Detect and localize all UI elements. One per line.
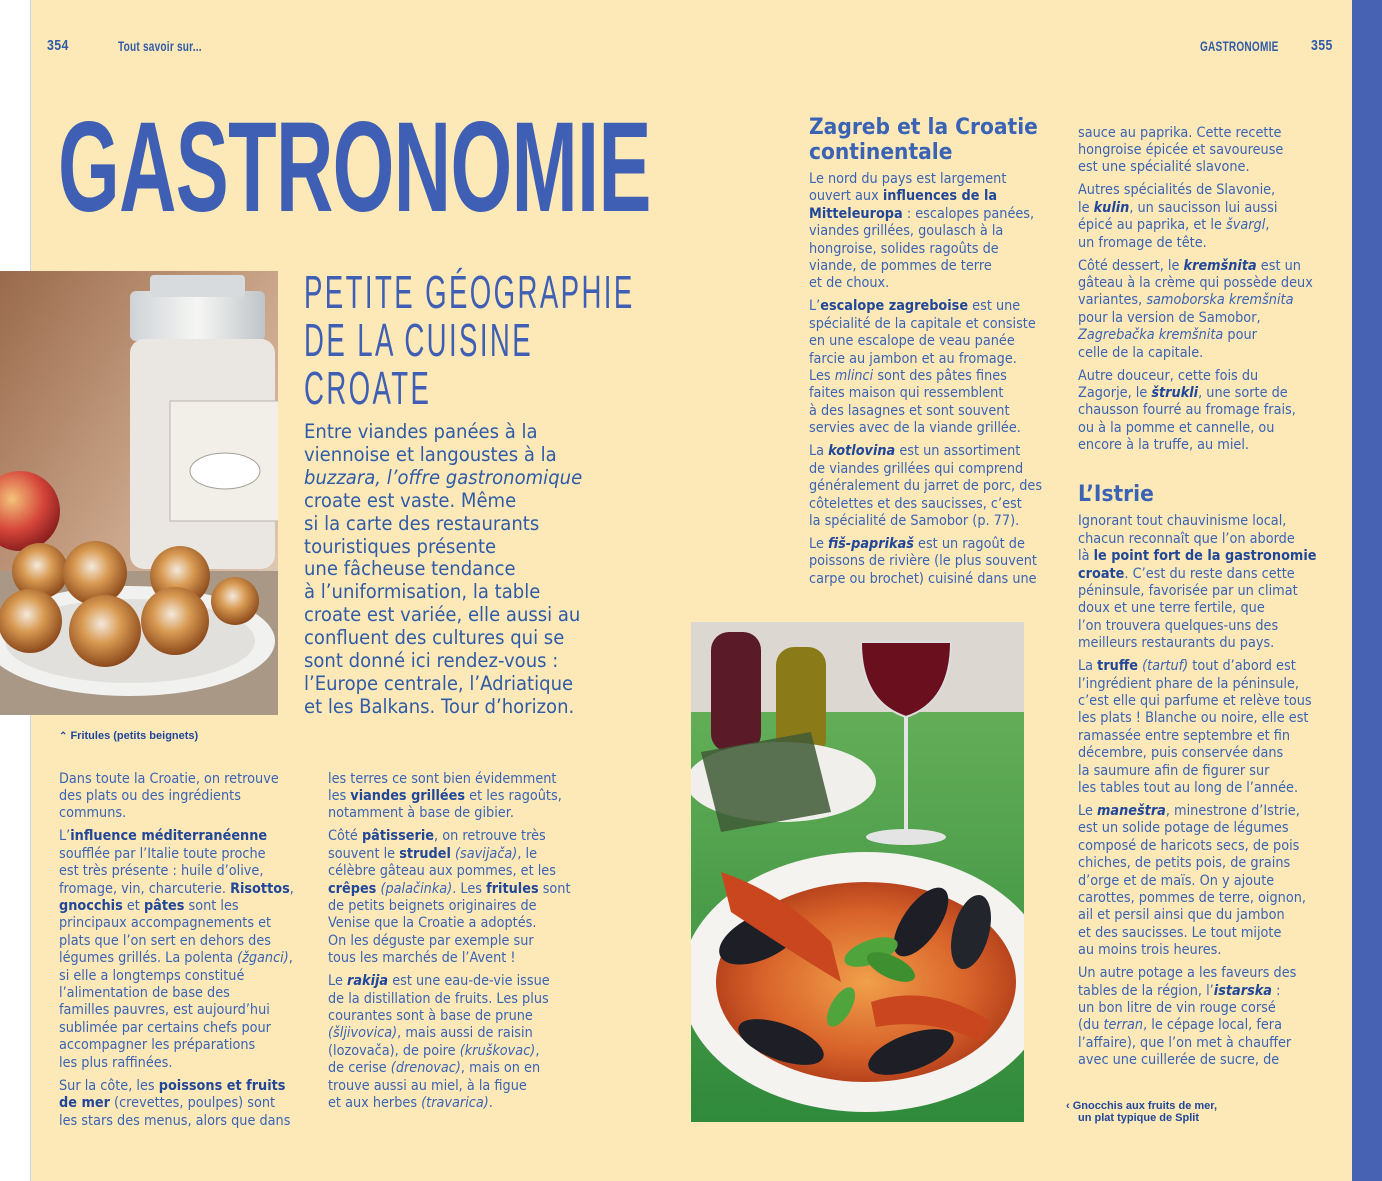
text-line: décembre, puis conservée dans — [1078, 745, 1284, 762]
text-line — [809, 443, 1050, 460]
text-line: doux et une terre fertile, que — [1078, 600, 1265, 617]
bold-term: crêpes — [328, 880, 377, 897]
text-line: hongroise épicée et savoureuse — [1078, 142, 1284, 158]
text-line: les plats ! Blanche ou noire, elle est — [1078, 710, 1309, 727]
text-line: servies avec de la viande grillée. — [809, 420, 1021, 437]
fritules-photo-illustration — [0, 271, 278, 715]
text-line: chiches, de petits pois, de grains — [1078, 855, 1291, 872]
text-line — [328, 1043, 569, 1060]
text-line: pour la version de Samobor, — [1078, 309, 1261, 326]
text-line: l’on trouvera quelques-uns des — [1078, 617, 1279, 634]
italic-term: terran — [1103, 1017, 1144, 1034]
bold-term: pâtisserie — [361, 828, 435, 845]
text-line: meilleurs restaurants du pays. — [1078, 635, 1275, 652]
italic-term: švargl — [1226, 217, 1266, 234]
lead-line: si la carte des restaurants — [304, 511, 540, 535]
bold-term: poissons et fruits — [158, 1077, 286, 1094]
text-line: de petits beignets originaires de — [328, 898, 537, 915]
text-span: , le — [517, 845, 538, 862]
lead-line: touristiques présente — [304, 534, 497, 558]
bold-italic-term: štrukli — [1151, 385, 1199, 402]
text-span: Le — [1078, 802, 1097, 819]
text-line: au moins trois heures. — [1078, 942, 1222, 959]
body-column-2 — [328, 765, 569, 1118]
text-line: spécialité de la capitale et consiste — [809, 315, 1036, 332]
bold-term: fritules — [486, 880, 539, 897]
text-span: tables de la région, l’ — [1078, 982, 1214, 999]
text-line: chacun reconnaît que l’on aborde — [1078, 530, 1295, 547]
text-span: sont — [538, 880, 571, 897]
text-line — [1078, 566, 1319, 583]
text-span: , le cépage local, fera — [1143, 1017, 1282, 1034]
lead-line: l’Europe centrale, l’Adriatique — [304, 671, 574, 695]
text-line: l’ingrédient phare de la péninsule, — [1078, 675, 1300, 692]
text-line — [328, 1095, 569, 1112]
seafood-caption-line: un plat typique de Split — [1078, 1112, 1199, 1124]
bold-italic-term: rakija — [346, 973, 389, 990]
text-span: . — [488, 1095, 493, 1112]
text-line: les tables tout au long de l’année. — [1078, 779, 1299, 796]
bold-italic-term: kremšnita — [1183, 257, 1257, 274]
text-span: , mais on en — [460, 1060, 541, 1077]
text-line — [1078, 292, 1319, 309]
text-line — [809, 188, 1050, 205]
text-span: le — [1078, 199, 1094, 216]
seafood-photo-illustration — [691, 622, 1024, 1122]
text-line: avec une cuillerée de sucre, de — [1078, 1052, 1280, 1069]
text-line — [1078, 258, 1319, 275]
section-heading-zagreb — [809, 115, 1050, 165]
text-span: épicé au paprika, et le — [1078, 217, 1227, 234]
caret-up-icon: ⌃ — [59, 731, 68, 742]
text-span: . Les — [452, 880, 487, 897]
text-line: Le nord du pays est largement — [809, 171, 1007, 187]
lead-line: viennoise et langoustes à la — [304, 442, 557, 466]
text-span: Le — [809, 535, 828, 552]
text-span: , — [1265, 217, 1270, 234]
text-span: sont les — [184, 898, 239, 915]
bold-italic-term: kotlovina — [828, 443, 896, 460]
text-line: Autres spécialités de Slavonie, — [1078, 182, 1276, 199]
bold-term: pâtes — [143, 898, 185, 915]
text-span: L’ — [809, 298, 821, 315]
bold-term: gnocchis — [59, 898, 123, 915]
text-span: là — [1078, 548, 1094, 565]
text-line: notamment à base de gibier. — [328, 805, 514, 822]
text-span: tout d’abord est — [1188, 658, 1296, 675]
fritules-caption — [59, 730, 198, 743]
text-line: hongroise, solides ragoûts de — [809, 240, 999, 257]
bold-term: influence méditerranéenne — [70, 828, 268, 845]
seafood-caption — [1066, 1100, 1217, 1124]
heading-line: continentale — [809, 140, 953, 165]
page-title: GASTRONOMIE — [58, 96, 651, 239]
text-line: péninsule, favorisée par un climat — [1078, 582, 1298, 599]
lead-line: et les Balkans. Tour d’horizon. — [304, 694, 575, 718]
text-line: viande, de pommes de terre — [809, 258, 992, 275]
text-line: l’affaire), que l’on met à chauffer — [1078, 1034, 1292, 1051]
text-line — [1078, 217, 1319, 234]
italic-term: (šljivovica) — [328, 1025, 398, 1042]
right-running-title: GASTRONOMIE — [1200, 38, 1279, 54]
text-line — [1078, 385, 1319, 402]
text-line: On les déguste par exemple sur — [328, 932, 534, 949]
text-line: de la distillation de fruits. Les plus — [328, 990, 549, 1007]
text-line: soufflée par l’Italie toute proche — [59, 845, 266, 862]
text-line — [1078, 200, 1319, 217]
text-line — [1078, 658, 1319, 675]
text-line — [328, 788, 569, 805]
bold-term: strudel — [399, 845, 451, 862]
text-line: ramassée entre septembre et fin — [1078, 727, 1291, 744]
text-span: est un — [1256, 257, 1301, 274]
bold-term: truffe — [1097, 658, 1139, 675]
text-span: La — [809, 443, 829, 460]
italic-term: mlinci — [834, 368, 874, 385]
text-line: fromage, vin, charcuterie. Risottos, — [59, 880, 294, 897]
text-line: Autre douceur, cette fois du — [1078, 367, 1259, 384]
text-line: des plats ou des ingrédients — [59, 788, 241, 804]
text-line — [1078, 548, 1319, 565]
text-span: (lozovača), de poire — [328, 1042, 460, 1059]
text-span: est un ragoût de — [913, 535, 1025, 552]
text-line: encore à la truffe, au miel. — [1078, 437, 1250, 454]
text-span: les — [328, 788, 351, 804]
text-span: légumes grillés. La polenta — [59, 950, 238, 967]
text-line: et de choux. — [809, 275, 890, 292]
bold-term: Mitteleuropa — [809, 205, 903, 222]
italic-term: samoborska kremšnita — [1146, 292, 1294, 309]
lead-line: croate est vaste. Même — [304, 488, 517, 512]
text-line — [328, 828, 569, 845]
text-line: l’alimentation de base des — [59, 985, 230, 1002]
text-span: Sur la côte, les — [59, 1077, 159, 1094]
text-line: célèbre gâteau aux pommes, et les — [328, 863, 556, 880]
text-span: Zagorje, le — [1078, 385, 1152, 402]
text-span: : — [1272, 982, 1281, 999]
text-line: accompagner les préparations — [59, 1037, 256, 1054]
fritules-caption-text: Fritules (petits beignets) — [70, 730, 199, 742]
text-line: à des lasagnes et sont souvent — [809, 402, 1010, 419]
text-line: Ignorant tout chauvinisme local, — [1078, 513, 1287, 530]
text-line — [1078, 327, 1319, 344]
text-line: principaux accompagnements et — [59, 915, 272, 932]
body-column-1 — [59, 765, 300, 1136]
bold-term: croate — [1078, 565, 1125, 582]
italic-term: (tartuf) — [1138, 658, 1189, 675]
text-line — [809, 368, 1050, 385]
lead-line: confluent des cultures qui se — [304, 626, 565, 650]
text-line — [59, 898, 300, 915]
text-span: est une — [968, 298, 1021, 315]
text-line: poissons de rivière (le plus souvent — [809, 553, 1037, 570]
text-span: souvent le — [328, 845, 400, 862]
italic-term: (drenovac) — [390, 1060, 461, 1077]
text-span: ouvert aux — [809, 188, 883, 205]
bold-italic-term: kulin — [1093, 199, 1130, 216]
text-line — [328, 1025, 569, 1042]
text-span: de cerise — [328, 1060, 391, 1077]
caret-left-icon: ‹ — [1066, 1100, 1070, 1112]
text-span: Côté — [328, 828, 362, 845]
text-line — [59, 1078, 300, 1095]
text-line — [1078, 983, 1319, 1000]
bold-term: Risottos — [230, 880, 290, 897]
text-line: chausson fourré au fromage frais, — [1078, 402, 1296, 419]
left-running-title: Tout savoir sur... — [118, 38, 202, 54]
text-span: et aux herbes — [328, 1095, 422, 1112]
text-line: sublimée par certains chefs pour — [59, 1019, 271, 1036]
text-line: est une spécialité slavone. — [1078, 159, 1250, 176]
text-line: ou à la pomme et cannelle, ou — [1078, 419, 1275, 436]
text-line: courantes sont à base de prune — [328, 1008, 533, 1025]
text-span: et les ragoûts, — [465, 788, 562, 804]
text-span: , mais aussi de raisin — [397, 1025, 533, 1042]
subtitle-line: PETITE GÉOGRAPHIE — [304, 266, 635, 318]
text-line: les stars des menus, alors que dans — [59, 1112, 291, 1129]
text-span: : escalopes panées, — [902, 205, 1035, 222]
text-span: et — [122, 898, 144, 915]
left-page-number: 354 — [47, 37, 69, 54]
text-span: fromage, vin, charcuterie. — [59, 880, 231, 897]
page-edge-tab — [1352, 0, 1382, 1181]
text-line: est un solide potage de légumes — [1078, 820, 1289, 837]
text-line — [809, 536, 1050, 553]
text-line: Un autre potage a les faveurs des — [1078, 965, 1297, 982]
section-heading-istrie: L’Istrie — [1078, 482, 1154, 508]
text-line — [328, 881, 569, 898]
text-line — [1078, 1017, 1319, 1034]
seafood-caption-line — [1066, 1100, 1217, 1112]
text-line — [1078, 803, 1319, 820]
text-span: , minestrone d’Istrie, — [1165, 802, 1300, 819]
lead-line: à l’uniformisation, la table — [304, 580, 541, 604]
text-line: tous les marchés de l’Avent ! — [328, 950, 516, 967]
text-span: sont des pâtes fines — [873, 368, 1007, 385]
text-line: d’orge et de maïs. On y ajoute — [1078, 872, 1275, 889]
text-line: en une escalope de veau panée — [809, 333, 1015, 350]
bold-italic-term: fiš-paprikaš — [827, 535, 914, 552]
bold-term: viandes grillées — [350, 788, 466, 804]
text-line: la spécialité de Samobor (p. 77). — [809, 512, 1020, 529]
text-span: Les — [809, 368, 835, 385]
bold-term: escalope zagreboise — [820, 298, 969, 315]
body-column-3 — [809, 115, 1050, 594]
text-line: est très présente : huile d’olive, — [59, 863, 264, 880]
text-line: viandes grillées, goulasch à la — [809, 223, 1004, 240]
lead-line: une fâcheuse tendance — [304, 557, 516, 581]
seafood-photo — [691, 622, 1024, 1122]
text-span: est un assortiment — [895, 443, 1021, 460]
text-line: familles pauvres, est aujourd’hui — [59, 1002, 270, 1019]
body-column-4 — [1078, 119, 1319, 1075]
fritules-photo — [0, 271, 278, 715]
lead-line: sont donné ici rendez-vous : — [304, 649, 559, 673]
text-line — [809, 206, 1050, 223]
text-span: variantes, — [1078, 292, 1147, 309]
text-line: ail et persil ainsi que du jambon — [1078, 907, 1285, 924]
text-line: un fromage de tête. — [1078, 234, 1207, 251]
text-span: Côté dessert, le — [1078, 257, 1184, 274]
caption-text: Gnocchis aux fruits de mer, — [1072, 1100, 1218, 1112]
bold-term: de mer — [59, 1095, 110, 1112]
text-line: la saumure afin de figurer sur — [1078, 762, 1270, 779]
text-line — [328, 846, 569, 863]
bold-term: influences de la — [882, 188, 998, 205]
text-line: Venise que la Croatie a adoptés. — [328, 915, 537, 932]
text-line: si elle a longtemps constitué — [59, 967, 245, 984]
bold-italic-term: istarska — [1213, 982, 1273, 999]
heading-line: Zagreb et la Croatie — [809, 115, 1038, 140]
text-line: les plus raffinées. — [59, 1054, 173, 1071]
text-line: de viandes grillées qui comprend — [809, 460, 1024, 477]
text-span: , un saucisson lui aussi — [1129, 199, 1278, 216]
text-span: Le — [328, 973, 347, 990]
text-span: , on retrouve très — [434, 828, 546, 845]
text-span: , une sorte de — [1198, 385, 1288, 402]
right-page-number: 355 — [1311, 37, 1333, 54]
text-line: gâteau à la crème qui possède deux — [1078, 275, 1313, 292]
text-span: (crevettes, poulpes) sont — [109, 1095, 276, 1112]
italic-term: Zagrebačka kremšnita — [1078, 327, 1224, 344]
italic-term: (palačinka) — [376, 880, 453, 897]
text-line — [328, 1060, 569, 1077]
lead-line: croate est variée, elle aussi au — [304, 603, 581, 627]
text-line: et des saucisses. Le tout mijote — [1078, 924, 1282, 941]
text-span: est une eau-de-vie issue — [388, 973, 550, 990]
text-line: côtelettes et des saucisses, c’est — [809, 495, 1022, 512]
italic-term: (savijača) — [450, 845, 518, 862]
text-line: plats que l’on sert en dehors des — [59, 932, 271, 949]
subtitle-line: DE LA CUISINE — [304, 314, 534, 366]
text-line: communs. — [59, 805, 127, 822]
text-line: Dans toute la Croatie, on retrouve — [59, 770, 279, 787]
text-span: pour — [1223, 327, 1257, 344]
text-line: composé de haricots secs, de pois — [1078, 837, 1300, 854]
text-line: celle de la capitale. — [1078, 344, 1204, 361]
bold-term: le point fort de la gastronomie — [1093, 548, 1317, 565]
text-span: (du — [1078, 1017, 1104, 1034]
text-line: faites maison qui ressemblent — [809, 385, 1004, 402]
text-line: généralement du jarret de porc, des — [809, 478, 1043, 495]
text-span: . C’est du reste dans cette — [1124, 565, 1295, 582]
bold-italic-term: maneštra — [1096, 802, 1166, 819]
text-line — [59, 828, 300, 845]
text-line: légumes grillés. La polenta (žganci), — [59, 950, 293, 967]
text-line — [328, 973, 569, 990]
italic-term: (travarica) — [421, 1095, 489, 1112]
text-line: trouve aussi au miel, à la figue — [328, 1077, 527, 1094]
text-line: un bon litre de vin rouge corsé — [1078, 1000, 1276, 1017]
text-line: carpe ou brochet) cuisiné dans une — [809, 570, 1037, 587]
italic-term: (kruškovac) — [459, 1042, 536, 1059]
text-span: , — [535, 1042, 540, 1059]
text-line: carottes, pommes de terre, oignon, — [1078, 890, 1306, 906]
lead-paragraph — [304, 421, 585, 719]
text-line — [59, 1095, 300, 1112]
text-span: L’ — [59, 828, 71, 845]
lead-line — [304, 467, 585, 490]
text-span: La — [1078, 658, 1098, 675]
lead-line-italic: buzzara, l’offre gastronomique — [304, 465, 583, 489]
text-line: sauce au paprika. Cette recette — [1078, 124, 1282, 141]
text-line: farcie au jambon et au fromage. — [809, 350, 1017, 367]
italic-term: (žganci) — [237, 950, 289, 967]
subtitle-line: CROATE — [304, 362, 432, 414]
section-subtitle — [304, 266, 635, 414]
lead-line: Entre viandes panées à la — [304, 420, 538, 443]
text-line: les terres ce sont bien évidemment — [328, 770, 557, 787]
text-line: c’est elle qui parfume et relève tous — [1078, 692, 1312, 709]
text-line — [809, 298, 1050, 315]
